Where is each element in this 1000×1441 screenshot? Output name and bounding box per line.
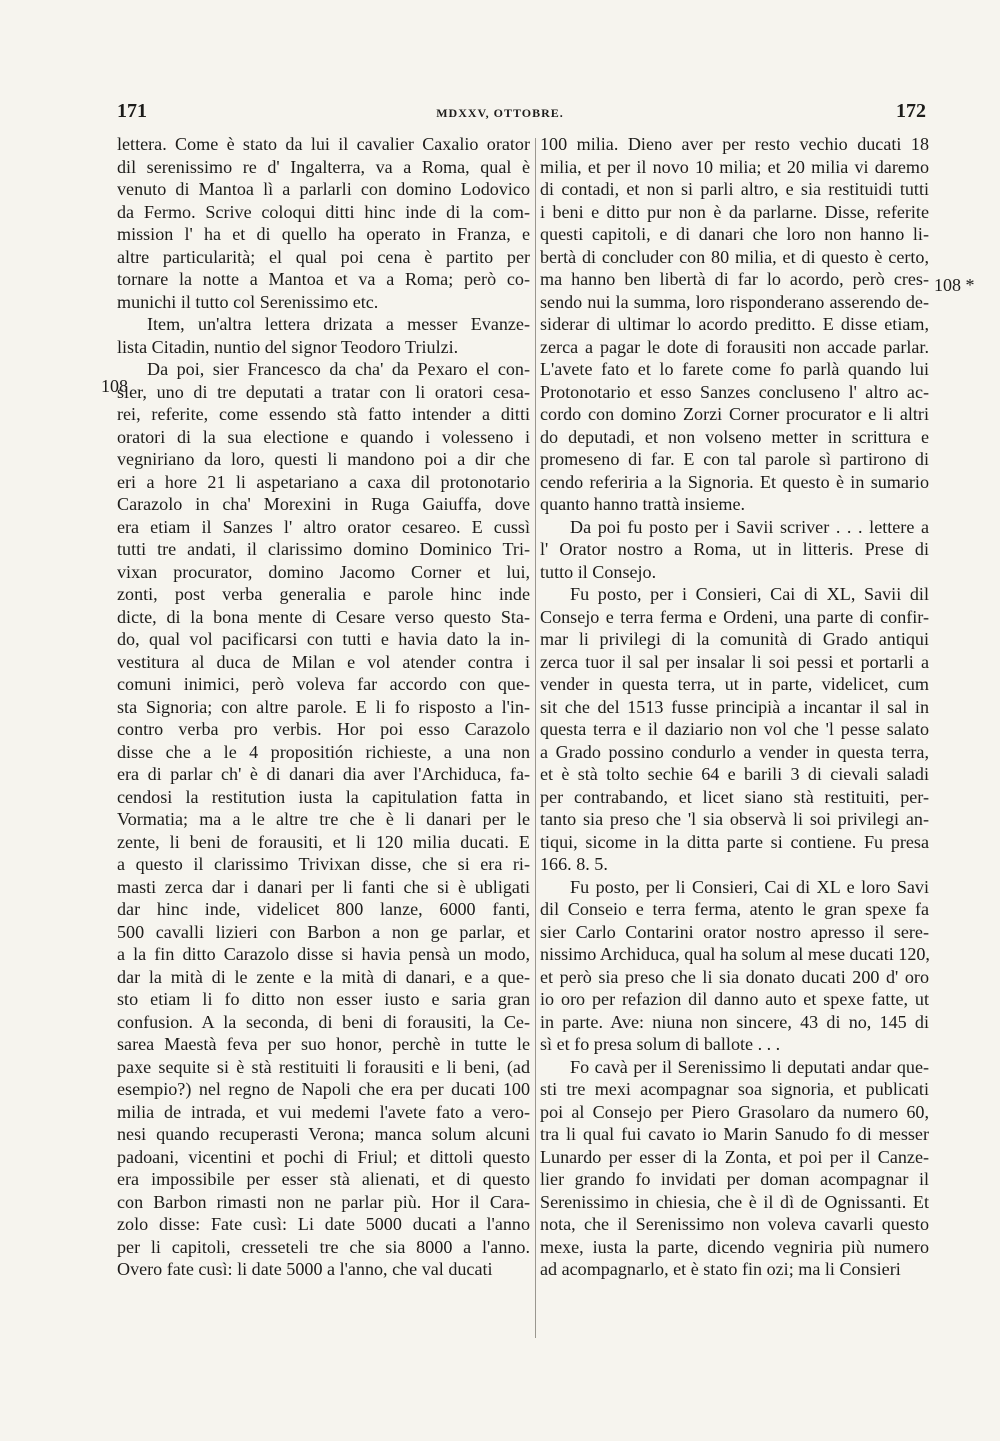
left-column-line: sta Signoria; con altre parole. E li fo risposto a l'in-: [117, 696, 530, 717]
right-column-line: Fu posto, per li Consieri, Cai di XL e loro Savi: [570, 876, 929, 897]
left-column-line: a questo il clarissimo Trivixan disse, che si era ri-: [117, 854, 530, 874]
left-column-line: Carazolo in cha' Morexini in Ruga Gaiuffa, dove: [117, 494, 530, 514]
left-column-line: masti zerca dar i danari per li fanti che si è ubligati: [117, 876, 530, 897]
right-column-line: ma hanno ben libertà di far lo acordo, però cres-: [540, 269, 929, 289]
left-column-line: vegniriano da loro, questi li mandono poi a dir che: [117, 449, 530, 469]
right-column-line: cordo con domino Zorzi Corner procurator e li altri: [540, 404, 929, 424]
left-column-line: zonti, post verba generalia e parole hinc inde: [117, 584, 530, 604]
right-column-line: lier grando fo invidati per doman acompagnar il: [540, 1169, 929, 1189]
left-column-line: tutti tre andati, il clarissimo domino Dominico Tri-: [117, 539, 530, 559]
left-column-line: eri a hore 21 li aspetariano a caxa dil protonotario: [117, 471, 530, 492]
right-column-line: cendo referiria a la Signoria. Et questo è in sumario: [540, 471, 929, 492]
right-column-line: tanto sia preso che 'l sia observà li soi privilegi an-: [540, 809, 929, 829]
right-column-line: dil Conseio e terra ferma, atento le gran spexe fa: [540, 899, 929, 919]
left-column-line: a la fin ditto Carazolo disse si havia pensà un modo,: [117, 944, 530, 964]
right-column-line: zerca a pagar le dote di forausiti non accade parlar.: [540, 336, 929, 357]
left-column-line: sier, uno di tre deputati a tratar con li oratori cesa-: [117, 381, 530, 402]
left-column-line: contro verba pro verbis. Hor poi esso Carazolo: [117, 719, 530, 739]
right-column-line: 166. 8. 5.: [540, 854, 608, 874]
right-column-line: sier Carlo Contarini orator nostro apresso il sere-: [540, 921, 929, 942]
left-column-line: dar hinc inde, videlicet 800 lanze, 6000 fanti,: [117, 899, 530, 919]
left-column-line: dil serenissimo re d' Ingalterra, va a Roma, qual è: [117, 156, 530, 177]
left-column-line: tornare la notte a Mantoa et va a Roma; però co-: [117, 269, 530, 289]
right-column-line: sti tre mexi acompagnar soa signoria, et publicati: [540, 1079, 929, 1099]
right-column-line: Fo cavà per il Serenissimo li deputati andar que-: [570, 1056, 929, 1077]
right-column-line: Protonotario et esso Sanzes concluseno l' altro ac-: [540, 381, 929, 402]
left-column-line: da Fermo. Scrive coloqui ditti hinc inde di la com-: [117, 201, 530, 222]
right-column: [540, 133, 929, 1281]
left-column-line: nesi quando recuperasti Verona; manca solum alcuni: [117, 1124, 530, 1144]
margin-note-right: 108 *: [934, 275, 975, 295]
left-column-line: vixan procurator, domino Jacomo Corner et lui,: [117, 561, 530, 582]
right-column-line: nota, che il Serenissimo non voleva cavarli questo: [540, 1214, 929, 1234]
right-column-line: mar li privilegi di la comunità di Grado antiqui: [540, 629, 929, 649]
left-column-line: sarea Maestà feva per suo honor, perchè in tutte le: [117, 1034, 530, 1054]
right-column-line: Lunardo per esser di la Zonta, et poi per il Canze-: [540, 1146, 929, 1167]
left-column-line: paxe sequite si è stà restituiti li forausiti e li beni, (ad: [117, 1056, 530, 1077]
right-column-line: vender in questa terra, ut in parte, videlicet, cum: [540, 674, 929, 694]
right-column-line: questa terra e il daziario non vol che 'l pesse salato: [540, 719, 929, 739]
left-column-line: era etiam il Sanzes l' altro orator cesareo. E cussì: [117, 516, 530, 537]
left-column-line: zolo disse: Fate cusì: Li date 5000 ducati a l'anno: [117, 1214, 530, 1234]
right-column-line: in parte. Ave: niuna non sincere, 43 di no, 145 di: [540, 1011, 929, 1032]
left-column-line: do, qual vol pacificarsi con tutti e havia dato la in-: [117, 629, 530, 649]
right-column-line: sendo nui la summa, loro risponderano asserendo de-: [540, 291, 929, 312]
left-column: [117, 133, 530, 1281]
column-divider: [535, 138, 536, 1338]
right-column-line: io oro per refazion dil danno auto et spexe fatte, ut: [540, 989, 929, 1009]
left-column-line: munichi il tutto col Serenissimo etc.: [117, 291, 379, 312]
right-column-line: i beni e ditto pur non è da parlarne. Disse, referite: [540, 201, 929, 222]
left-column-line: altre particularità; el qual poi cena è partito per: [117, 246, 530, 267]
left-column-line: era impossibile per esser stà alienati, et di questo: [117, 1169, 530, 1189]
left-column-line: venuto di Mantoa lì a parlarli con domino Lodovico: [117, 179, 530, 199]
right-column-line: a Grado possino condurlo a vender in questa terra,: [540, 741, 929, 762]
right-column-line: 100 milia. Dieno aver per resto vechio ducati 18: [540, 134, 929, 154]
left-column-line: Da poi, sier Francesco da cha' da Pexaro el con-: [147, 359, 530, 379]
right-column-line: tra li qual fui cavato io Marin Sanudo fo di messer: [540, 1124, 929, 1144]
right-column-line: milia, et per il novo 10 milia; et 20 milia vi daremo: [540, 156, 929, 177]
page-number-left: 171: [117, 100, 147, 122]
right-column-line: Da poi fu posto per i Savii scriver . . . lettere a: [570, 516, 929, 537]
left-column-line: Vormatia; ma a le altre tre che è li danari per le: [117, 809, 530, 829]
left-column-line: confusion. A la seconda, di beni di forausiti, la Ce-: [117, 1011, 530, 1032]
page-header: [0, 100, 1000, 124]
page-number-right: 172: [896, 100, 926, 122]
right-column-line: sì et fo presa solum di ballote . . .: [540, 1034, 781, 1054]
left-column-line: lettera. Come è stato da lui il cavalier Caxalio orator: [117, 134, 530, 154]
right-column-line: tiqui, sicome in la ditta parte si contiene. Fu presa: [540, 831, 929, 852]
right-column-line: et è stà tolto sechie 64 e barili 3 di cievali saladi: [540, 764, 929, 784]
left-column-line: 500 cavalli lizieri con Barbon a non ge parlar, et: [117, 921, 530, 942]
right-column-line: questi capitoli, e di danari che loro non hanno li-: [540, 224, 929, 244]
margin-note-left: 108: [101, 376, 128, 396]
left-column-line: Overo fate cusì: li date 5000 a l'anno, che val ducati: [117, 1259, 493, 1279]
left-column-line: per li capitoli, cresseteli tre che sia 8000 a l'anno.: [117, 1236, 530, 1257]
left-column-line: con Barbon rimasti non ne parlar più. Hor il Cara-: [117, 1191, 530, 1212]
right-column-line: bertà di concluder con 80 milia, et di questo è certo,: [540, 246, 929, 267]
right-column-line: l' Orator nostro a Roma, ut in litteris. Prese di: [540, 539, 929, 559]
left-column-line: dicte, di la bona mente di Cesare verso questo Sta-: [117, 606, 530, 627]
right-column-line: siderar di ultimar lo acordo preditto. E disse etiam,: [540, 314, 929, 334]
right-column-line: Consejo e terra ferma e Ordeni, una parte di confir-: [540, 606, 929, 627]
right-column-line: di contadi, et non si parli altro, e sia restituidi tutti: [540, 179, 929, 199]
left-column-line: lista Citadin, nuntio del signor Teodoro Triulzi.: [117, 336, 459, 357]
left-column-line: zente, li beni de forausiti, et li 120 milia ducati. E: [117, 831, 530, 852]
right-column-line: Serenissimo in chiesia, che è il dì de Ognissanti. Et: [540, 1191, 929, 1212]
left-column-line: rei, referite, come essendo stà fatto intender a ditti: [117, 404, 530, 424]
left-column-line: cendosi la restitution iusta la capitulation fatta in: [117, 786, 530, 807]
right-column-line: et però sia preso che li sia donato ducati 200 d' oro: [540, 966, 929, 987]
right-column-line: mexe, iusta la parte, dicendo vegniria più numero: [540, 1236, 929, 1257]
right-column-line: do deputadi, et non volseno metter in scrittura e: [540, 426, 929, 447]
left-column-line: vestitura al duca de Milan e vol atender contra i: [117, 651, 530, 672]
right-column-line: promeseno di far. E con tal parole sì partirono di: [540, 449, 929, 469]
right-column-line: L'avete fato et lo farete come fo parlà quando lui: [540, 359, 929, 379]
left-column-line: Item, un'altra lettera drizata a messer Evanze-: [147, 314, 530, 334]
right-column-line: per contrabando, et licet siano stà restituiti, per-: [540, 786, 929, 807]
left-column-line: disse che a le 4 propositión richieste, a una non: [117, 741, 530, 762]
left-column-line: comuni inimici, però voleva far accordo con que-: [117, 674, 530, 694]
right-column-line: nissimo Archiduca, qual ha solum al mese ducati 120,: [540, 944, 930, 964]
left-column-line: milia de intrada, et vui medemi l'avete fato a vero-: [117, 1101, 530, 1122]
right-column-line: Fu posto, per i Consieri, Cai di XL, Savii dil: [570, 584, 929, 604]
running-title: MDXXV, OTTOBRE.: [436, 106, 564, 120]
left-column-line: sto etiam li fo ditto non esser iusto e saria gran: [117, 989, 530, 1009]
left-column-line: oratori di la sua electione e quando i volesseno i: [117, 426, 530, 447]
right-column-line: tutto il Consejo.: [540, 561, 657, 582]
left-column-line: padoani, vicentini et pochi di Friul; et dittoli questo: [117, 1146, 530, 1167]
left-column-line: era di parlar ch' è di danari dia aver l'Archiduca, fa-: [117, 764, 530, 784]
left-column-line: mission l' ha et di quello ha operato in Franza, e: [117, 224, 530, 244]
left-column-line: esempio?) nel regno de Napoli che era per ducati 100: [117, 1079, 530, 1099]
right-column-line: sit che del 1513 fusse principià a incantar il sal in: [540, 696, 929, 717]
right-column-line: poi al Consejo per Piero Grasolaro da numero 60,: [540, 1101, 929, 1122]
right-column-line: ad acompagnarlo, et è stato fin ozi; ma li Consieri: [540, 1259, 901, 1279]
right-column-line: zerca tuor il sal per insalar li soi pessi et portarli a: [540, 651, 929, 672]
right-column-line: quanto hanno trattà insieme.: [540, 494, 746, 514]
left-column-line: dar la mità di le zente e la mità di danari, e a que-: [117, 966, 530, 987]
